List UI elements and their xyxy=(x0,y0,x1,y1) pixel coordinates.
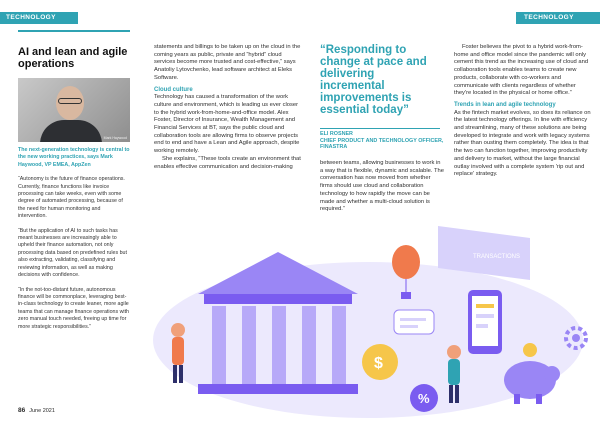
column1-paragraph-2: Technology has caused a transformation of the work culture and environment, which is leading us ever closer to the hybrid work-from-home-and-office model. Alex Foster, Director of Insurance, Wealth Management and Financial Services at BT, says the public cloud and collaboration tools are allowing firms to observe projects end to end and have a Lean and Agile approach, despite working remotely. xyxy=(154,94,300,155)
phone-icon xyxy=(468,290,502,354)
folio xyxy=(18,407,55,414)
page-number: 86 xyxy=(18,407,26,414)
percent-badge xyxy=(410,384,438,412)
attribution-role: CHIEF PRODUCT AND TECHNOLOGY OFFICER, FINASTRA xyxy=(320,137,444,151)
sidebar-quote-2: “But the application of AI to such tasks has meant businesses are increasingly able to upheld their finance automation, not only processing data based on predefined rules but also extracting, validating, classifying and reviewing information, as well as making decisions with confidence. xyxy=(18,227,127,279)
sidebar-quote-3: “In the not-too-distant future, autonomous finance will be commonplace, leveraging best-in-class technology to create leaner, more agile teams that can manage finance operations with zero manual touch needed, freeing up time for more strategic responsibilities.” xyxy=(18,286,130,330)
sidebar-caption: The next-generation technology is central to the new working practices, says Mark Haywood, VP EMEA, AppZen xyxy=(18,147,130,168)
attribution-name: ELI ROSNER xyxy=(320,131,353,137)
sidebar-quote-1: “Autonomy is the future of finance operations. Currently, finance functions like invoice processing can take weeks, even with some degree of automated processing, because of the need for human monitoring and intervention. xyxy=(18,176,125,220)
photo-credit: Mark Haywood xyxy=(103,136,127,140)
coin-stack-icon xyxy=(362,344,398,380)
column3-paragraph-1: Foster believes the pivot to a hybrid work-from-home and office model since the pandemic will only cement this trend as the increasing use of cloud and collaboration tools enables teams to create new products, collaborate with co-workers and communicate with clients regardless of whether they're located in the physical or home office.” xyxy=(454,44,589,97)
body-column-2 xyxy=(320,160,444,214)
column3-paragraph-2: As the fintech market evolves, so does its reliance on the latest technology offerings. In line with efficiency and streamlining, many of these solutions are being developed to integrate and work with legacy systems rather than ousting them completely. The idea is that the two can function together, improving productivity and delivery to market, without the large financial outlay involved with a complete system 'rip out and replace' strategy. xyxy=(454,109,591,178)
pull-quote-rule xyxy=(320,128,440,129)
issue-date: June 2021 xyxy=(29,408,55,414)
sidebar-rule xyxy=(18,30,130,32)
pull-quote-attribution xyxy=(320,131,450,151)
heading-cloud-culture: Cloud culture xyxy=(154,86,193,93)
column1-paragraph-1: statements and billings to be taken up on the cloud in the coming years as public, private and “hybrid” cloud services become more trusted and cost-effective,” says Anatoliy Lytovchenko, lead software architect at Eleks Software. xyxy=(154,44,301,81)
coin-symbol: $ xyxy=(374,355,383,372)
portrait-shoulders xyxy=(40,120,102,142)
section-tag-left: TECHNOLOGY xyxy=(0,12,78,24)
billboard-text: TRANSACTIONS xyxy=(473,254,521,260)
body-column-3 xyxy=(454,44,592,179)
sidebar xyxy=(18,30,130,331)
column2-paragraph-1: between teams, allowing businesses to work in a way that is flexible, dynamic and scalable. The conversation has now moved from whether firms should use cloud and collaboration technology to how rapidly the move can be made and whether a multi-cloud solution is required.” xyxy=(320,160,444,213)
body-column-1 xyxy=(154,44,304,171)
sidebar-title: AI and lean and agile operations xyxy=(18,46,128,70)
chat-bubble-icon xyxy=(394,310,434,334)
pull-quote: “Responding to change at pace and delivering incremental improvements is essential today” xyxy=(320,44,427,116)
portrait-glasses xyxy=(58,98,82,104)
fintech-illustration xyxy=(138,222,590,424)
heading-trends: Trends in lean and agile technology xyxy=(454,101,556,108)
column1-paragraph-3: She explains, “These tools create an environment that enables effective communication and decision-making xyxy=(154,155,301,170)
percent-symbol: % xyxy=(418,391,430,406)
section-tag-right: TECHNOLOGY xyxy=(516,12,600,24)
portrait-photo xyxy=(18,78,130,142)
